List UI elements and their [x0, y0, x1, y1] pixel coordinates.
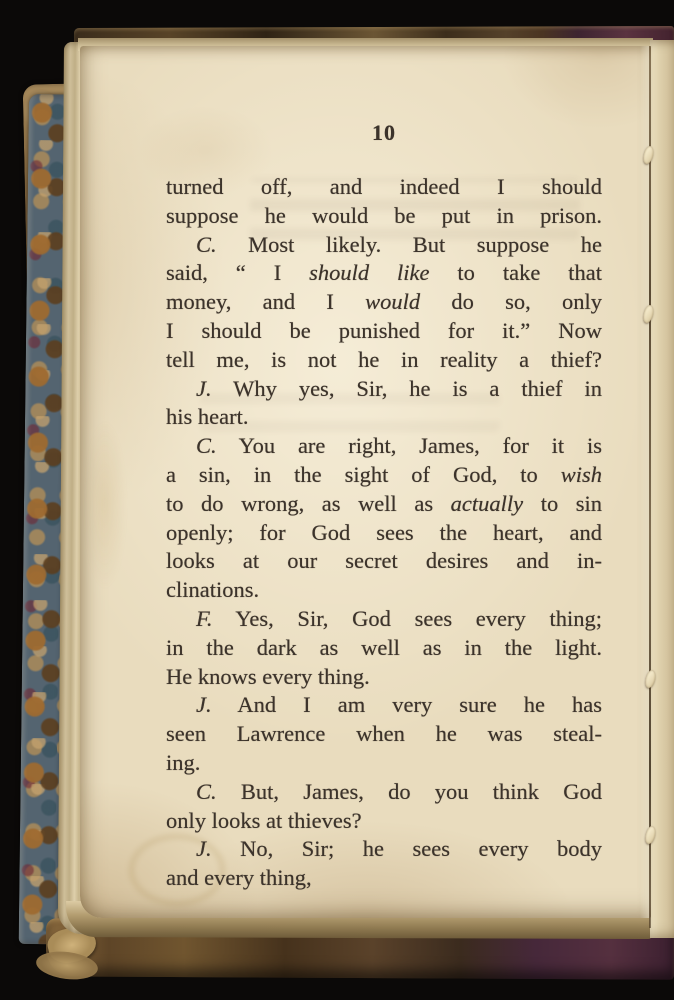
- text-line: openly; for God sees the heart, and: [166, 519, 602, 545]
- text-line: suppose he would be put in prison.: [166, 202, 602, 228]
- text-line: a sin, in the sight of God, to wish: [166, 461, 602, 487]
- text-line: turned off, and indeed I should: [166, 174, 602, 199]
- text-line: J. No, Sir; he sees every body: [196, 836, 602, 862]
- text-line: F. Yes, Sir, God sees every thing;: [196, 605, 602, 631]
- gutter-highlight: [640, 46, 649, 918]
- text-line: J. Why yes, Sir, he is a thief in: [196, 375, 602, 401]
- text-line: J. And I am very sure he has: [196, 692, 602, 718]
- text-line: I should be punished for it.” Now: [166, 317, 602, 343]
- text-line: in the dark as well as in the light.: [166, 634, 602, 660]
- page-number: 10: [372, 120, 396, 145]
- text-line: only looks at thieves?: [166, 807, 362, 833]
- text-line: clinations.: [166, 577, 260, 603]
- text-line: to do wrong, as well as actually to sin: [166, 490, 603, 516]
- facing-page-sliver: [650, 40, 674, 938]
- gutter-crease: [649, 46, 651, 928]
- text-line: said, “ I should like to take that: [166, 260, 602, 286]
- text-line: money, and I would do so, only: [166, 289, 602, 315]
- text-line: C. But, James, do you think God: [196, 778, 602, 804]
- text-line: tell me, is not he in reality a thief?: [166, 346, 602, 372]
- text-line: looks at our secret desires and in-: [166, 548, 602, 574]
- text-line: and every thing,: [166, 865, 312, 891]
- paper-stain: [84, 420, 126, 590]
- text-line: He knows every thing.: [166, 663, 370, 689]
- text-line: C. Most likely. But suppose he: [196, 231, 602, 257]
- text-line: seen Lawrence when he was steal-: [166, 721, 602, 747]
- text-line: ing.: [166, 749, 201, 775]
- text-line: his heart.: [166, 404, 249, 430]
- text-line: C. You are right, James, for it is: [196, 433, 602, 459]
- page-text: [166, 173, 602, 893]
